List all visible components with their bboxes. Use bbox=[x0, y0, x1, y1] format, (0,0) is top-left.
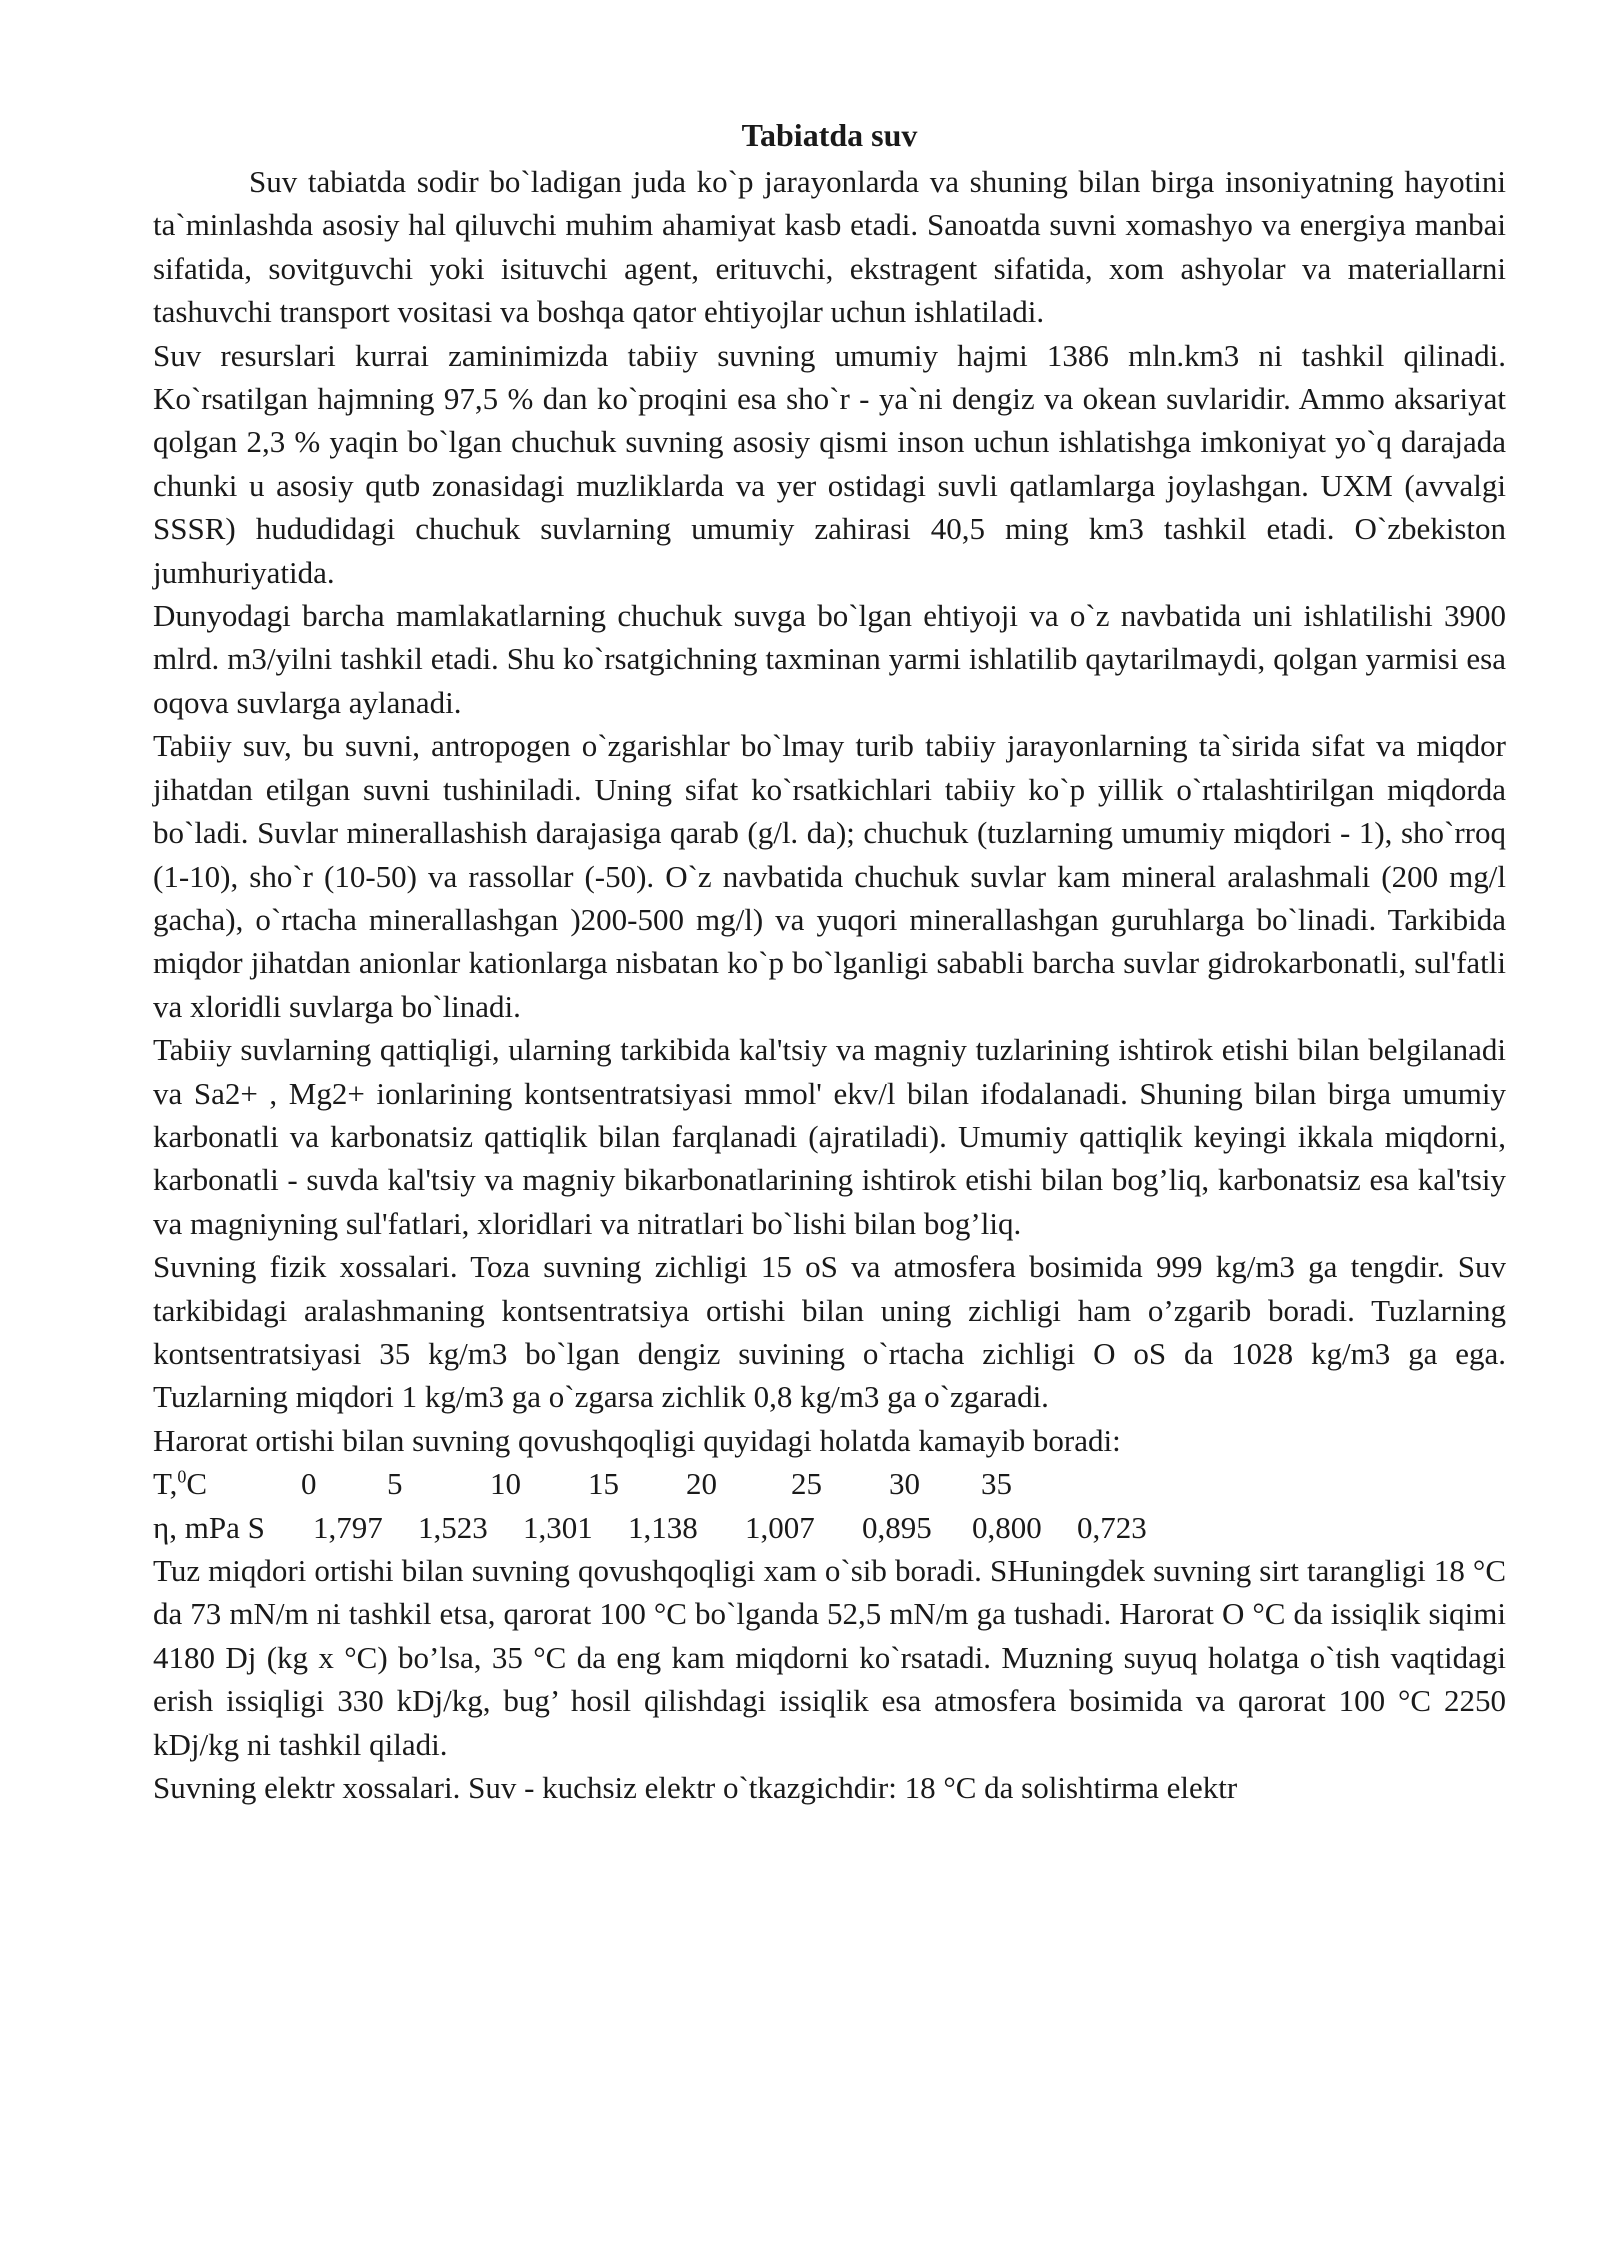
table-row-viscosity bbox=[153, 1506, 1506, 1549]
paragraph-electrical-properties: Suvning elektr xossalari. Suv - kuchsiz elektr o`tkazgichdir: 18 °C da solishtirma elektr bbox=[153, 1770, 1238, 1805]
table-cell: 25 bbox=[791, 1466, 822, 1502]
paragraph-natural-water: Tabiiy suv, bu suvni, antropogen o`zgarishlar bo`lmay turib tabiiy jarayonlarning ta`sirida sifat va miqdor jihatdan etilgan suvni tushiniladi. Uning sifat ko`rsatkichlari tabiiy ko`p yillik o`rtalashtirilgan miqdorda bo`ladi. Suvlar minerallashish darajasiga qarab (g/l. da); chuchuk (tuzlarning umumiy miqdori - 1), sho`rroq (1-10), sho`r (10-50) va rassollar (-50). O`z navbatida chuchuk suvlar kam mineral aralashmali (200 mg/l gacha), o`rtacha minerallashgan )200-500 mg/l) va yuqori minerallashgan guruhlarga bo`linadi. Tarkibida miqdor jihatdan anionlar kationlarga nisbatan ko`p bo`lganligi sababli barcha suvlar gidrokarbonatli, sul'fatli va xloridli suvlarga bo`linadi. bbox=[153, 728, 1506, 1024]
table-cell: 0,723 bbox=[1077, 1509, 1147, 1545]
table-cell: 1,523 bbox=[418, 1509, 488, 1545]
paragraph-surface-tension: Tuz miqdori ortishi bilan suvning qovushqoqligi xam o`sib boradi. SHuningdek suvning sirt tarangligi 18 °C da 73 mN/m ni tashkil etsa, qarorat 100 °C bo`lganda 52,5 mN/m ga tushadi. Harorat O °C da issiqlik siqimi 4180 Dj (kg x °C) bo’lsa, 35 °C da eng kam miqdorni ko`rsatadi. Muzning suyuq holatga o`tish vaqtidagi erish issiqligi 330 kDj/kg, bug’ hosil qilishdagi issiqlik esa atmosfera bosimida va qarorat 100 °C 2250 kDj/kg ni tashkil qiladi. bbox=[153, 1552, 1506, 1762]
table-cell: 1,007 bbox=[745, 1509, 815, 1545]
paragraph-hardness: Tabiiy suvlarning qattiqligi, ularning tarkibida kal'tsiy va magniy tuzlarining ishtirok etishi bilan belgilanadi va Sa2+ , Mg2+ ionlarining kontsentratsiyasi mmol' ekv/l bilan ifodalanadi. Shuning bilan birga umumiy karbonatli va karbonatsiz qattiqlik bilan farqlanadi (ajratiladi). Umumiy qattiqlik keyingi ikkala miqdorni, karbonatli - suvda kal'tsiy va magniy bikarbonatlarining ishtirok etishi bilan bog’liq, karbonatsiz esa kal'tsiy va magniyning sul'fatlari, xloridlari va nitratlari bo`lishi bilan bog’liq. bbox=[153, 1032, 1506, 1241]
table-label-temperature: T,$^0$C bbox=[153, 1466, 208, 1502]
paragraph-intro: Suv tabiatda sodir bo`ladigan juda ko`p jarayonlarda va shuning bilan birga insoniyatning hayotini ta`minlashda asosiy hal qiluvchi muhim ahamiyat kasb etadi. Sanoatda suvni xomashyo va energiya manbai sifatida, sovitguvchi yoki isituvchi agent, erituvchi, ekstragent sifatida, xom ashyolar va materiallarni tashuvchi transport vositasi va boshqa qator ehtiyojlar uchun ishlatiladi. bbox=[153, 164, 1506, 330]
table-cell: 35 bbox=[981, 1466, 1012, 1502]
table-cell: 15 bbox=[588, 1466, 619, 1502]
table-cell: 30 bbox=[889, 1466, 920, 1502]
paragraph-resources: Suv resurslari kurrai zaminimizda tabiiy suvning umumiy hajmi 1386 mln.km3 ni tashkil qilinadi. Ko`rsatilgan hajmning 97,5 % dan ko`proqini esa sho`r - ya`ni dengiz va okean suvlaridir. Ammo aksariyat qolgan 2,3 % yaqin bo`lgan chuchuk suvning asosiy qismi inson uchun ishlatishga imkoniyat yo`q darajada chunki u asosiy qutb zonasidagi muzliklarda va yer ostidagi suvli qatlamlarga joylashgan. UXM (avvalgi SSSR) hududidagi chuchuk suvlarning umumiy zahirasi 40,5 ming km3 tashkil etadi. O`zbekiston jumhuriyatida. bbox=[153, 337, 1506, 590]
table-cell: 10 bbox=[490, 1466, 521, 1502]
paragraph-viscosity-intro: Harorat ortishi bilan suvning qovushqoqligi quyidagi holatda kamayib boradi: bbox=[153, 1422, 1121, 1458]
document-title: Tabiatda suv bbox=[741, 117, 918, 153]
table-cell: 20 bbox=[686, 1466, 717, 1502]
table-cell: 5 bbox=[387, 1466, 403, 1502]
table-cell: 0 bbox=[301, 1466, 317, 1502]
table-cell: 1,797 bbox=[313, 1509, 383, 1545]
table-cell: 1,138 bbox=[628, 1509, 698, 1545]
table-cell: 0,895 bbox=[862, 1509, 932, 1545]
table-label-viscosity: η, mPa S bbox=[153, 1509, 265, 1545]
paragraph-demand: Dunyodagi barcha mamlakatlarning chuchuk suvga bo`lgan ehtiyoji va o`z navbatida uni ishlatilishi 3900 mlrd. m3/yilni tashkil etadi. Shu ko`rsatgichning taxminan yarmi ishlatilib qaytarilmaydi, qolgan yarmisi esa oqova suvlarga aylanadi. bbox=[153, 598, 1506, 720]
table-cell: 1,301 bbox=[523, 1509, 593, 1545]
paragraph-physical-properties: Suvning fizik xossalari. Toza suvning zichligi 15 oS va atmosfera bosimida 999 kg/m3 ga tengdir. Suv tarkibidagi aralashmaning kontsentratsiya ortishi bilan uning zichligi ham o’zgarib boradi. Tuzlarning kontsentratsiyasi 35 kg/m3 bo`lgan dengiz suvining o`rtacha zichligi O oS da 1028 kg/m3 ga ega. Tuzlarning miqdori 1 kg/m3 ga o`zgarsa zichlik 0,8 kg/m3 ga o`zgaradi. bbox=[153, 1249, 1506, 1415]
table-row-temperature bbox=[153, 1462, 1506, 1505]
table-cell: 0,800 bbox=[972, 1509, 1042, 1545]
document-page bbox=[153, 110, 1506, 1809]
